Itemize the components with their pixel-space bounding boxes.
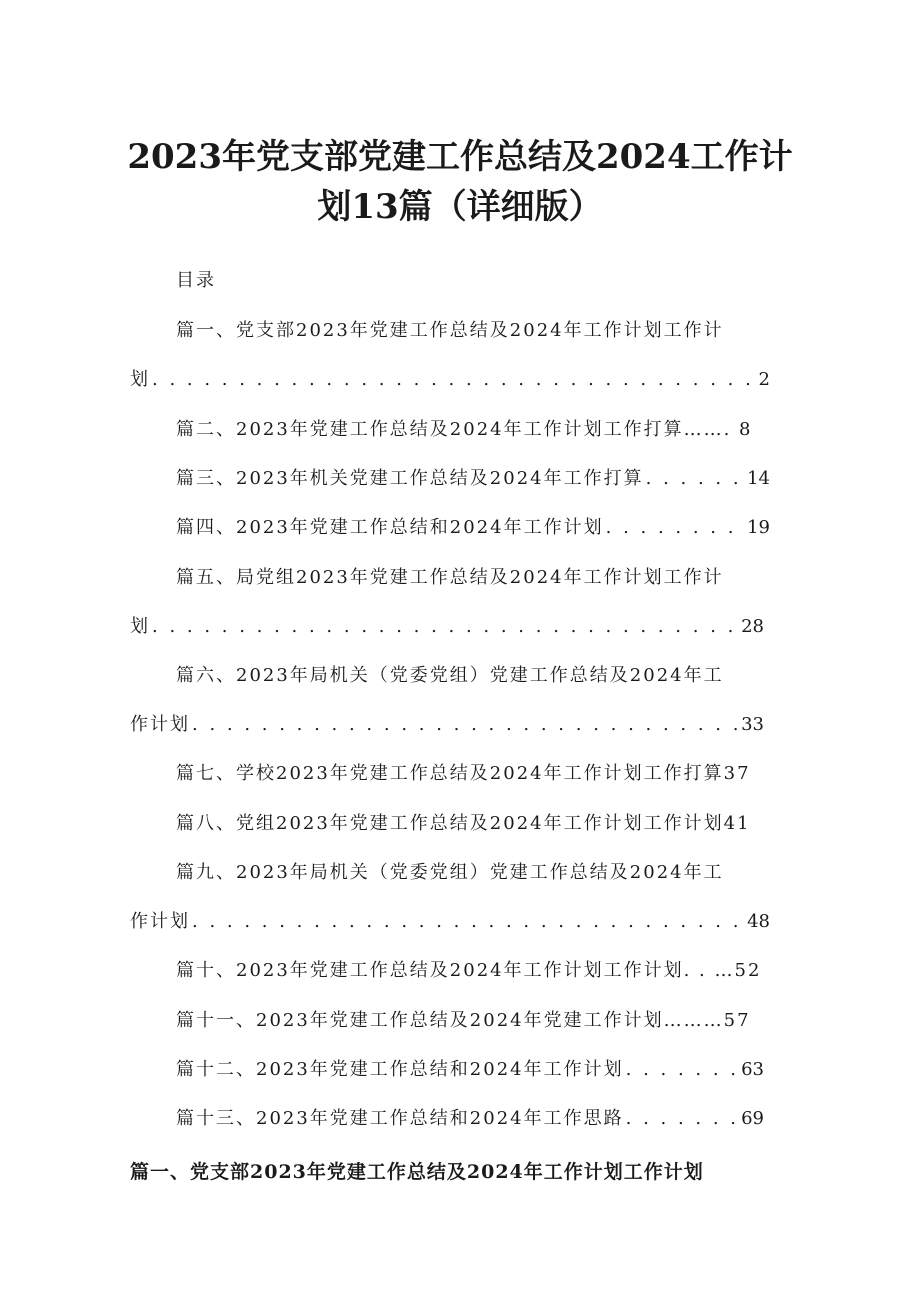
toc-entry-4-text: 篇四、2023年党建工作总结和2024年工作计划 bbox=[176, 517, 604, 538]
document-title bbox=[80, 132, 840, 232]
toc-entry-13-text: 篇十三、2023年党建工作总结和2024年工作思路 bbox=[176, 1108, 624, 1129]
toc-leader-dots bbox=[626, 1057, 739, 1083]
toc-entry-1-text: 篇一、党支部2023年党建工作总结及2024年工作计划工作计 bbox=[176, 320, 724, 341]
toc-entry-13[interactable] bbox=[176, 1106, 764, 1132]
toc-entry-4-page: 19 bbox=[747, 517, 770, 538]
toc-entry-3-page: 14 bbox=[747, 468, 770, 489]
toc-entry-11-text: 篇十一、2023年党建工作总结及2024年党建工作计划………57 bbox=[176, 1010, 751, 1031]
toc-entry-12-page: 63 bbox=[741, 1059, 764, 1080]
toc-entry-1-continuation: 划 bbox=[130, 369, 150, 390]
toc-label: 目录 bbox=[176, 270, 216, 291]
toc-entry-9-line-1[interactable] bbox=[176, 860, 724, 886]
toc-entry-3-text: 篇三、2023年机关党建工作总结及2024年工作打算 bbox=[176, 468, 644, 489]
toc-entry-7[interactable] bbox=[176, 761, 751, 787]
toc-entry-8-text: 篇八、党组2023年党建工作总结及2024年工作计划工作计划41 bbox=[176, 813, 751, 834]
toc-leader-dots bbox=[152, 614, 739, 640]
toc-leader-dots bbox=[152, 367, 757, 393]
toc-entry-6-line-2[interactable] bbox=[130, 712, 764, 738]
toc-entry-2[interactable] bbox=[176, 417, 753, 443]
toc-entry-9-page: 48 bbox=[747, 911, 770, 932]
title-line-2: 划13篇（详细版） bbox=[317, 187, 603, 227]
toc-entry-1-page: 2 bbox=[758, 369, 770, 390]
title-line-1: 2023年党支部党建工作总结及2024工作计 bbox=[127, 137, 793, 177]
toc-entry-5-line-1[interactable] bbox=[176, 565, 724, 591]
toc-leader-dots bbox=[606, 515, 745, 541]
toc-entry-6-page: 33 bbox=[741, 714, 764, 735]
toc-entry-10-text: 篇十、2023年党建工作总结及2024年工作计划工作计划. . …52 bbox=[176, 960, 762, 981]
toc-entry-10[interactable] bbox=[176, 958, 761, 984]
toc-entry-6-text: 篇六、2023年局机关（党委党组）党建工作总结及2024年工 bbox=[176, 665, 724, 686]
toc-entry-11[interactable] bbox=[176, 1008, 751, 1034]
toc-entry-5-continuation: 划 bbox=[130, 616, 150, 637]
toc-entry-5-line-2[interactable] bbox=[130, 614, 764, 640]
toc-leader-dots bbox=[626, 1106, 739, 1132]
toc-entry-12-text: 篇十二、2023年党建工作总结和2024年工作计划 bbox=[176, 1059, 624, 1080]
toc-entry-5-text: 篇五、局党组2023年党建工作总结及2024年工作计划工作计 bbox=[176, 567, 724, 588]
toc-entry-6-continuation: 作计划 bbox=[130, 714, 190, 735]
toc-entry-9-line-2[interactable] bbox=[130, 909, 770, 935]
toc-entry-3[interactable] bbox=[176, 466, 770, 492]
section-heading: 篇一、党支部2023年党建工作总结及2024年工作计划工作计划 bbox=[130, 1161, 704, 1183]
toc-entry-1-line-2[interactable] bbox=[130, 367, 770, 393]
toc-entry-2-text: 篇二、2023年党建工作总结及2024年工作计划工作打算……. 8 bbox=[176, 419, 753, 440]
toc-entry-13-page: 69 bbox=[741, 1108, 764, 1129]
toc-leader-dots bbox=[192, 909, 745, 935]
toc-entry-7-text: 篇七、学校2023年党建工作总结及2024年工作计划工作打算37 bbox=[176, 763, 751, 784]
toc-entry-8[interactable] bbox=[176, 811, 751, 837]
toc-entry-5-page: 28 bbox=[741, 616, 764, 637]
toc-entry-6-line-1[interactable] bbox=[176, 663, 724, 689]
toc-entry-4[interactable] bbox=[176, 515, 770, 541]
toc-entry-1-line-1[interactable] bbox=[176, 318, 724, 344]
toc-entry-9-continuation: 作计划 bbox=[130, 911, 190, 932]
toc-entry-12[interactable] bbox=[176, 1057, 764, 1083]
toc-leader-dots bbox=[192, 712, 739, 738]
toc-entry-9-text: 篇九、2023年局机关（党委党组）党建工作总结及2024年工 bbox=[176, 862, 724, 883]
toc-leader-dots bbox=[646, 466, 745, 492]
